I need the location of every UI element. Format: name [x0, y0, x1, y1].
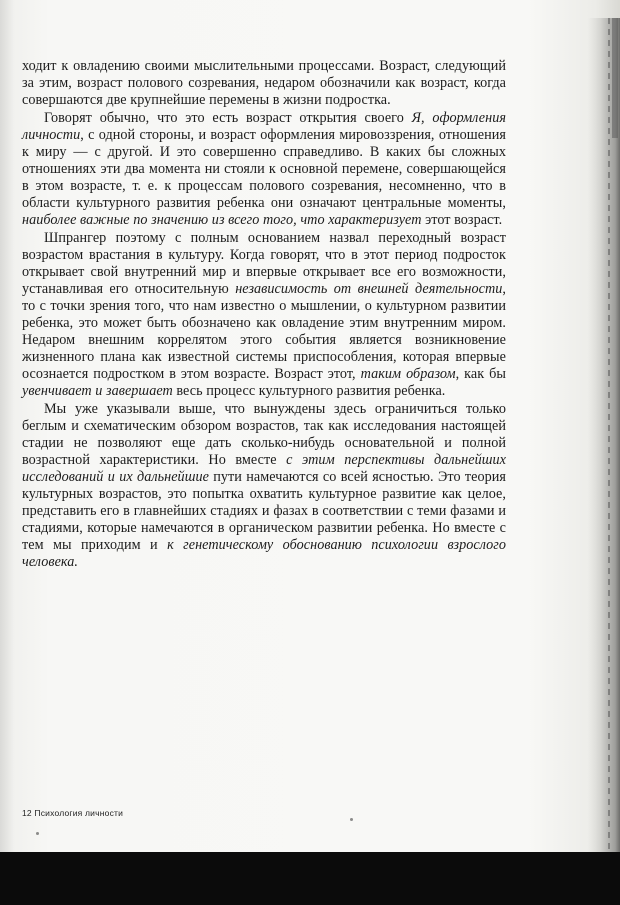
italic-run: с этим перспективы дальнейших исследований и их дальнейшие	[22, 452, 506, 485]
italic-run: таким образом	[360, 366, 456, 382]
body-text	[22, 58, 506, 572]
italic-run: к генетическому обоснованию психологии взрослого человека.	[22, 537, 506, 570]
paragraph	[22, 110, 506, 229]
text-run: пути намечаются со всей ясностью. Это теория культурных возрастов, это попытка охватить культурное развитие как целое, представить его в главнейших стадиях и фазах в соответствии с теми фазами и стадиями, которые намечаются в органическом развитии ребенка. Но вместе с тем мы приходим и	[22, 469, 506, 553]
paragraph	[22, 401, 506, 571]
italic-run: независимость от внешней деятельности	[235, 281, 503, 297]
paragraph	[22, 230, 506, 400]
page-footer	[22, 808, 123, 818]
text-run: этот возраст.	[421, 212, 503, 228]
text-run: , как бы	[455, 366, 506, 382]
paragraph	[22, 58, 506, 109]
page-left-shadow	[0, 0, 14, 852]
text-run: , то с точки зрения того, что нам известно о мышлении, о культурном развитии ребенка, это может быть обозначено как овладение этим внутренним миром. Недаром внешним коррелятом этого события является возникновение жизненного плана как известной системы приспособления, которая впервые осознается подростком в этом возрасте. Возраст этот,	[22, 281, 506, 382]
running-title: Психология личности	[34, 808, 124, 818]
italic-run: увенчивает и завершает	[22, 383, 173, 399]
scan-dark-margin	[0, 852, 620, 905]
scan-speck	[350, 818, 353, 821]
text-run: ходит к овладению своими мыслительными процессами. Возраст, следующий за этим, возраст полового созревания, недаром обозначили как возраст, когда совершаются две крупнейшие перемены в жизни подростка.	[22, 58, 506, 108]
text-run: Шпрангер поэтому с полным основанием назвал переходный возраст возрастом врастания в культуру. Когда говорят, что в этот период подросток открывает свой внутренний мир и впервые открывает все его возможности, устанавливая его относительную	[22, 230, 506, 297]
scan-speck	[36, 832, 39, 835]
italic-run: Я, оформления личности	[22, 110, 506, 143]
page-right-edge-binding	[588, 18, 620, 852]
italic-run: наиболее важные по значению из всего того, что характеризует	[22, 212, 422, 228]
page-number: 12	[22, 808, 32, 818]
text-run: , с одной стороны, и возраст оформления мировоззрения, отношения к миру — с другой. И это совершенно справедливо. В каких бы сложных отношениях эти два момента ни стояли к основной перемене, совершающейся в этом возрасте, т. е. к процессам полового созревания, несомненно, что в области культурного развития ребенка они означают центральные моменты,	[22, 127, 506, 211]
text-run: Говорят обычно, что это есть возраст открытия своего	[44, 110, 412, 126]
text-run: весь процесс культурного развития ребенка.	[172, 383, 446, 399]
text-run: Мы уже указывали выше, что вынуждены здесь ограничиться только беглым и схематическим обзором возрастов, так как исследования настоящей стадии не позволяют еще дать сколько-нибудь основательной и полной возрастной характеристики. Но вместе	[22, 401, 506, 468]
